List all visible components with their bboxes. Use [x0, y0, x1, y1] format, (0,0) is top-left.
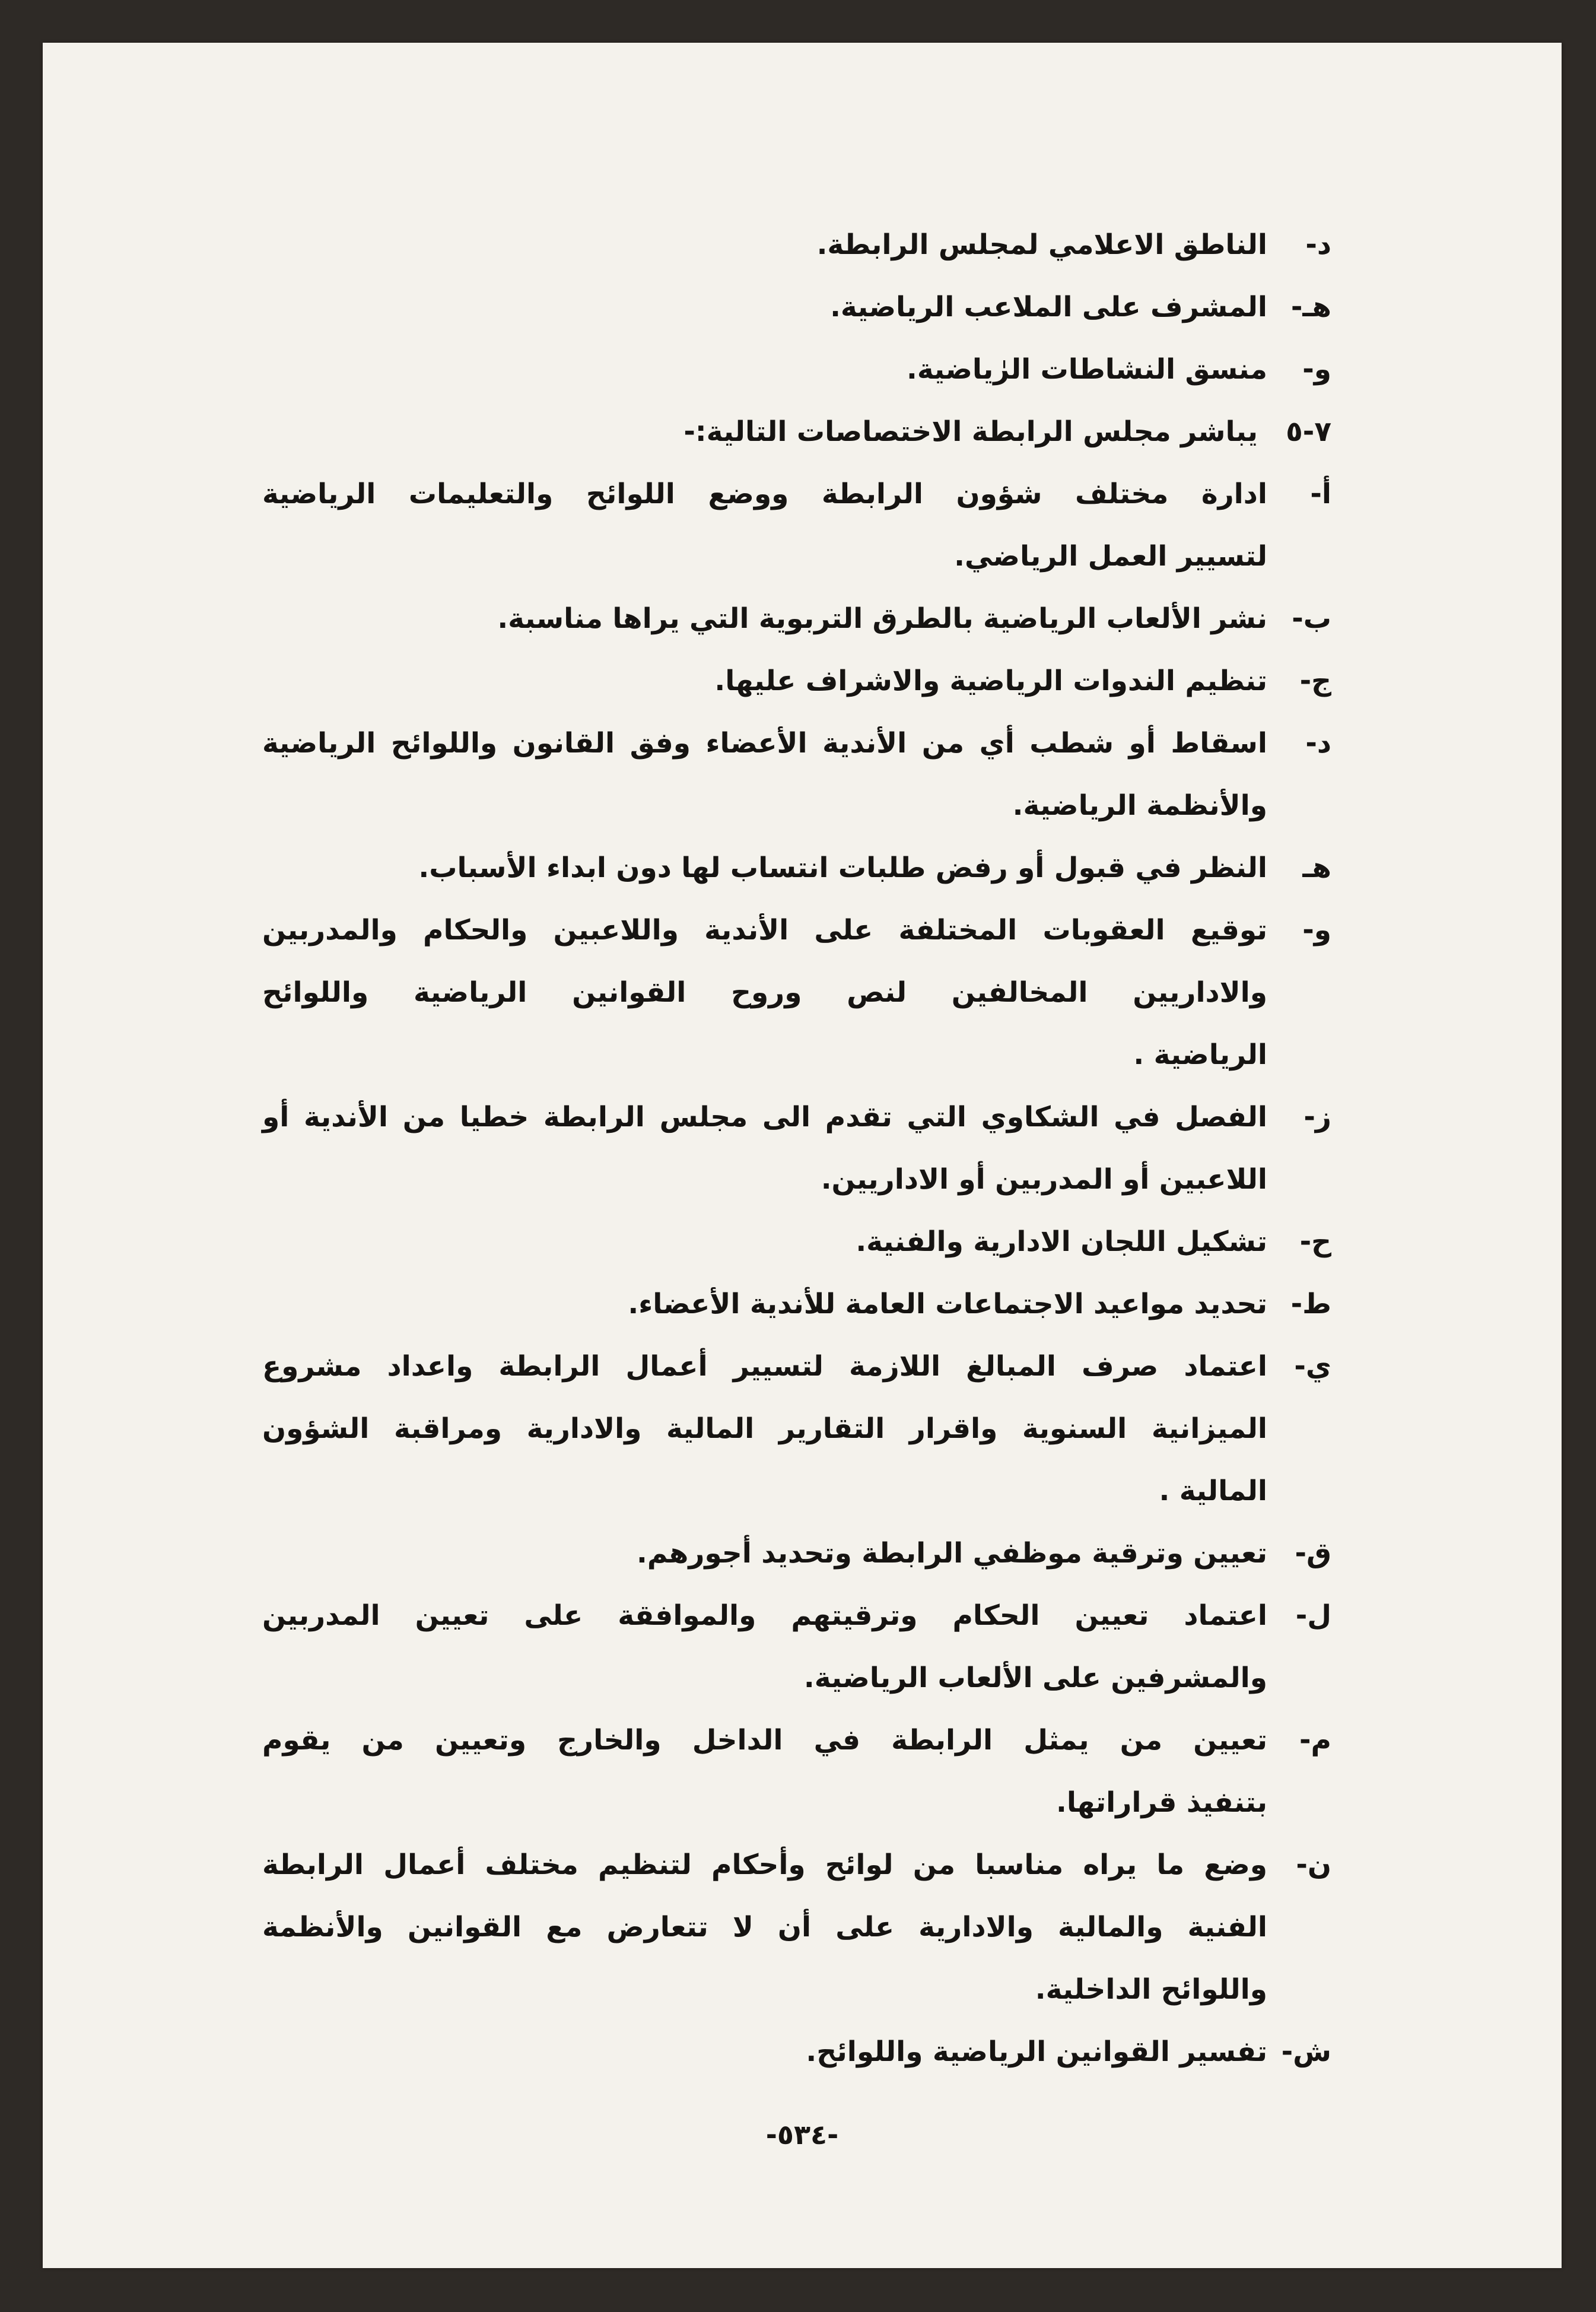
item-marker: ط- — [1290, 1288, 1331, 1320]
list-item-continuation — [262, 961, 1331, 1024]
section-heading-text: يباشر مجلس الرابطة الاختصاصات التالية:- — [683, 415, 1258, 448]
document-page — [43, 43, 1562, 2268]
list-item — [262, 1086, 1331, 1148]
list-item — [262, 2021, 1331, 2083]
list-item-continuation — [262, 1771, 1331, 1834]
item-text: اللاعبين أو المدربين أو الاداريين. — [821, 1163, 1267, 1196]
item-text: المشرف على الملاعب الرياضية. — [830, 291, 1267, 323]
list-item — [262, 1211, 1331, 1273]
item-text: الفنية والمالية والادارية على أن لا تتعارض مع القوانين والأنظمة — [262, 1911, 1267, 1943]
list-item — [262, 276, 1331, 338]
item-marker: و- — [1302, 914, 1331, 947]
item-marker: ق- — [1295, 1537, 1331, 1570]
item-text: تعيين من يمثل الرابطة في الداخل والخارج وتعيين من يقوم — [262, 1724, 1267, 1757]
item-text: منسق النشاطات الرٰياضية. — [906, 353, 1267, 386]
item-marker: و- — [1302, 353, 1331, 386]
item-text: اعتماد صرف المبالغ اللازمة لتسيير أعمال الرابطة واعداد مشروع — [262, 1350, 1267, 1383]
item-text: والأنظمة الرياضية. — [1012, 789, 1267, 822]
list-item — [262, 1522, 1331, 1584]
list-item — [262, 899, 1331, 961]
list-item-continuation — [262, 1398, 1331, 1460]
item-text: لتسيير العمل الرياضي. — [954, 540, 1267, 573]
item-marker: ب- — [1292, 602, 1331, 635]
list-item-continuation — [262, 1647, 1331, 1709]
item-text: ادارة مختلف شؤون الرابطة ووضع اللوائح والتعليمات الرياضية — [262, 478, 1267, 510]
item-text: والاداريين المخالفين لنص وروح القوانين الرياضية واللوائح — [262, 976, 1267, 1009]
list-item-continuation — [262, 1958, 1331, 2021]
item-marker: ج- — [1299, 665, 1331, 697]
item-marker: ش- — [1281, 2035, 1331, 2068]
item-text: المالية . — [1159, 1475, 1267, 1507]
item-marker: د- — [1305, 727, 1331, 760]
item-text: اسقاط أو شطب أي من الأندية الأعضاء وفق القانون واللوائح الرياضية — [262, 727, 1267, 760]
item-text: النظر في قبول أو رفض طلبات انتساب لها دون ابداء الأسباب. — [418, 852, 1267, 884]
list-item-continuation — [262, 525, 1331, 587]
list-item — [262, 1709, 1331, 1771]
list-item — [262, 214, 1331, 276]
item-marker: ح- — [1299, 1225, 1331, 1258]
section-heading — [262, 401, 1331, 463]
list-item-continuation — [262, 1896, 1331, 1958]
item-text: بتنفيذ قراراتها. — [1055, 1786, 1267, 1819]
item-text: نشر الألعاب الرياضية بالطرق التربوية التي يراها مناسبة. — [497, 602, 1267, 635]
list-item-continuation — [262, 1148, 1331, 1211]
item-text: الفصل في الشكاوي التي تقدم الى مجلس الرابطة خطيا من الأندية أو — [262, 1101, 1267, 1133]
list-item — [262, 1273, 1331, 1335]
item-text: الميزانية السنوية واقرار التقارير المالية والادارية ومراقبة الشؤون — [262, 1412, 1267, 1445]
list-item — [262, 712, 1331, 774]
list-item-continuation — [262, 1024, 1331, 1086]
list-item — [262, 1834, 1331, 1896]
item-marker: م- — [1299, 1724, 1331, 1757]
item-marker: ز- — [1303, 1101, 1331, 1133]
item-marker: هـ- — [1290, 291, 1331, 323]
list-item-continuation — [262, 774, 1331, 837]
item-text: تنظيم الندوات الرياضية والاشراف عليها. — [714, 665, 1267, 697]
item-marker: ي- — [1294, 1350, 1331, 1383]
list-item — [262, 1335, 1331, 1398]
list-item — [262, 463, 1331, 525]
list-item-continuation — [262, 1460, 1331, 1522]
item-marker: ل- — [1295, 1599, 1331, 1632]
item-marker: ن- — [1296, 1849, 1331, 1881]
item-marker: د- — [1305, 228, 1331, 261]
item-text: الرياضية . — [1133, 1039, 1267, 1071]
list-item — [262, 650, 1331, 712]
page-number: -٥٣٤- — [765, 2119, 839, 2151]
item-text: وضع ما يراه مناسبا من لوائح وأحكام لتنظيم مختلف أعمال الرابطة — [262, 1849, 1267, 1881]
list-item — [262, 587, 1331, 650]
item-text: توقيع العقوبات المختلفة على الأندية واللاعبين والحكام والمدربين — [262, 914, 1267, 947]
item-text: اعتماد تعيين الحكام وترقيتهم والموافقة على تعيين المدربين — [262, 1599, 1267, 1632]
section-number: ٧-٥ — [1286, 415, 1331, 448]
item-text: الناطق الاعلامي لمجلس الرابطة. — [816, 228, 1267, 261]
list-item — [262, 1584, 1331, 1647]
item-text: تفسير القوانين الرياضية واللوائح. — [806, 2035, 1267, 2068]
document-body — [262, 214, 1331, 2083]
item-text: تشكيل اللجان الادارية والفنية. — [856, 1225, 1267, 1258]
item-text: واللوائح الداخلية. — [1035, 1973, 1267, 2006]
item-text: تعيين وترقية موظفي الرابطة وتحديد أجورهم. — [637, 1537, 1267, 1570]
list-item — [262, 837, 1331, 899]
item-marker: هـ — [1302, 852, 1331, 884]
item-text: تحديد مواعيد الاجتماعات العامة للأندية الأعضاء. — [628, 1288, 1267, 1320]
item-text: والمشرفين على الألعاب الرياضية. — [803, 1662, 1267, 1694]
list-item — [262, 338, 1331, 401]
item-marker: أ- — [1310, 478, 1331, 510]
